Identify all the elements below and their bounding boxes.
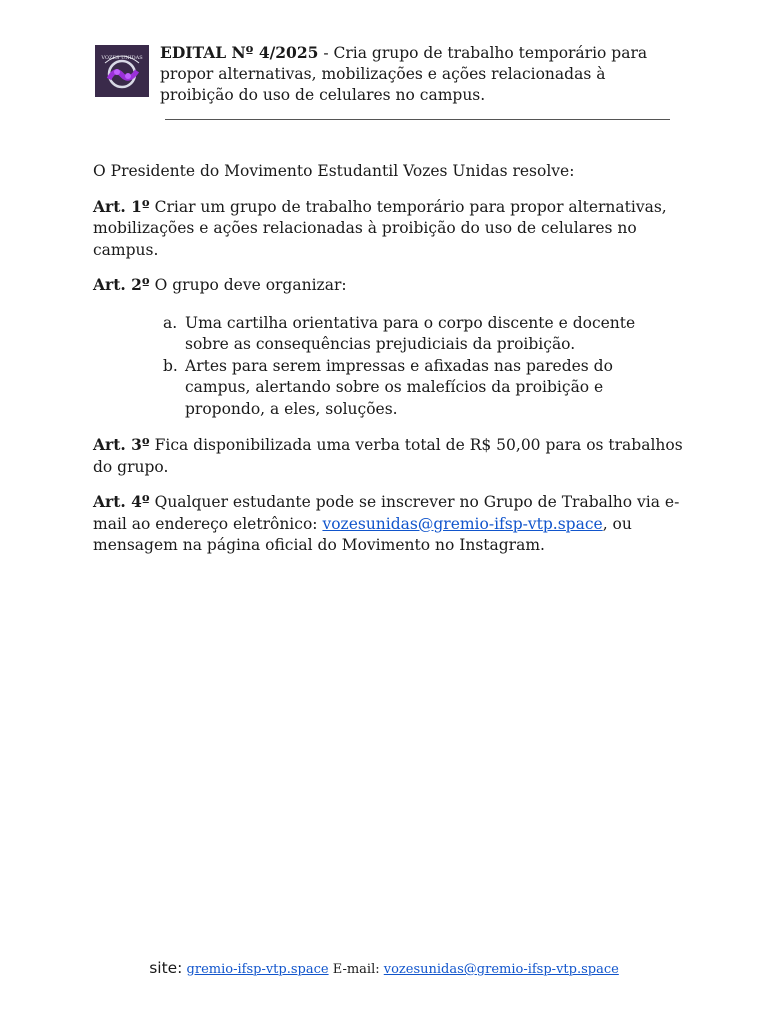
page-footer — [0, 957, 768, 981]
article-1-label: Art. 1º — [93, 196, 150, 216]
list-item — [163, 313, 683, 356]
article-1 — [93, 196, 683, 262]
list-marker: a. — [163, 313, 178, 332]
article-2-list — [163, 313, 683, 421]
list-item-text: Artes para serem impressas e afixadas nas paredes do campus, alertando sobre os malefícios da proibição e propondo, a eles, soluções. — [185, 356, 613, 418]
footer-email-label: E-mail: — [328, 962, 384, 977]
article-4-label: Art. 4º — [93, 492, 150, 511]
edital-header — [160, 42, 680, 106]
article-2 — [93, 274, 683, 297]
edital-number: EDITAL Nº 4/2025 — [160, 43, 319, 62]
article-3-text: Fica disponibilizada uma verba total de R$ 50,00 para os trabalhos do grupo. — [93, 436, 683, 476]
footer-site-link[interactable]: gremio-ifsp-vtp.space — [186, 962, 329, 977]
movement-logo — [95, 45, 149, 97]
list-item-text: Uma cartilha orientativa para o corpo discente e docente sobre as consequências prejudiciais da proibição. — [185, 313, 636, 353]
edital-title: Cria grupo de trabalho temporário para propor alternativas, mobilizações e ações relacionadas à proibição do uso de celulares no campus. — [160, 44, 648, 104]
article-3-label: Art. 3º — [93, 435, 150, 454]
article-2-text: O grupo deve organizar: — [149, 276, 347, 294]
list-marker: b. — [163, 356, 178, 375]
article-4-text-before: Qualquer estudante pode se inscrever no Grupo de Trabalho via e-mail ao endereço eletrônico: — [93, 493, 680, 533]
edital-separator: - — [318, 44, 334, 62]
article-4-email-link[interactable]: vozesunidas@gremio-ifsp-vtp.space — [322, 514, 603, 533]
article-1-text: Criar um grupo de trabalho temporário para propor alternativas, mobilizações e ações relacionadas à proibição do uso de celulares no campus. — [93, 197, 667, 259]
intro-paragraph: O Presidente do Movimento Estudantil Vozes Unidas resolve: — [93, 162, 575, 180]
article-4 — [93, 491, 683, 557]
list-item — [163, 356, 683, 421]
header-divider — [165, 119, 670, 120]
logo-text: VOZES UNIDAS — [101, 55, 143, 61]
footer-email-link[interactable]: vozesunidas@gremio-ifsp-vtp.space — [383, 962, 619, 977]
article-2-label: Art. 2º — [93, 275, 150, 294]
article-3 — [93, 434, 683, 478]
footer-site-label: site: — [149, 959, 183, 977]
document-body — [93, 161, 683, 570]
article-4-text-after: , ou mensagem na página oficial do Movimento no Instagram. — [93, 514, 632, 554]
